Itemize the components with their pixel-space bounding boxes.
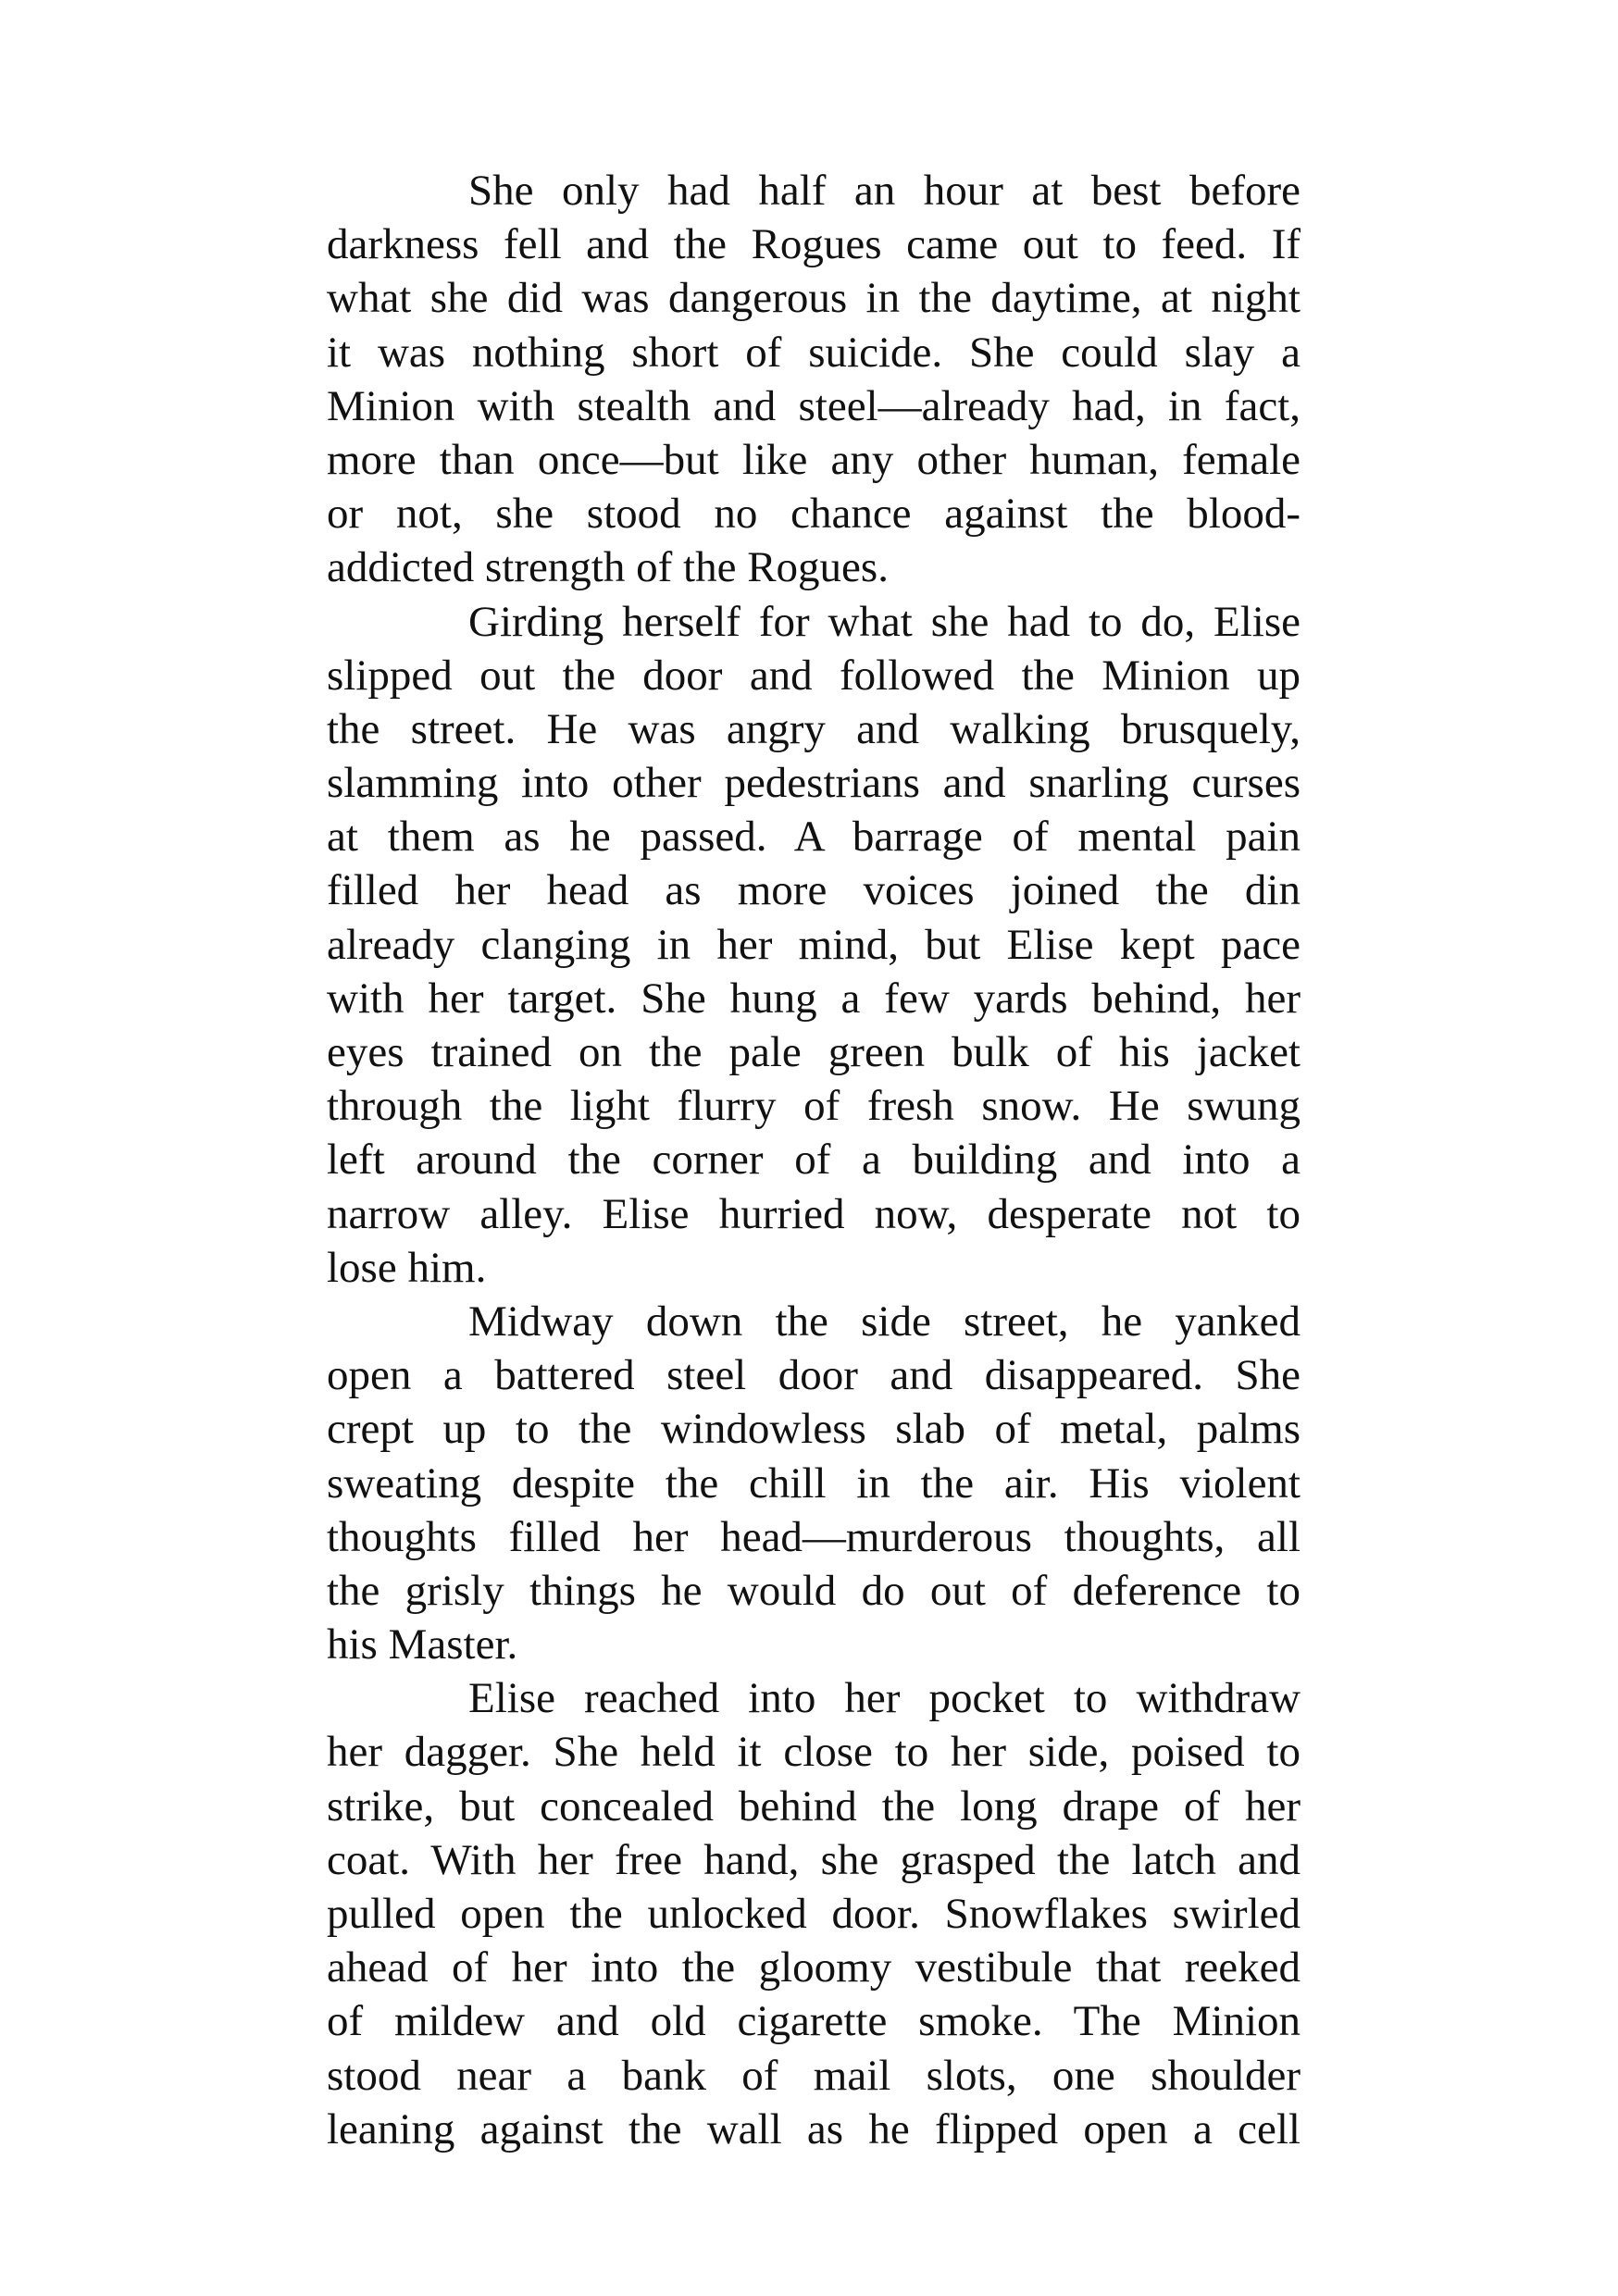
text-line: lose him.	[327, 1243, 487, 1292]
text-line: already clanging in her mind, but Elise kept pace	[327, 920, 1301, 969]
text-line: She only had half an hour at best before	[468, 167, 1301, 215]
text-line: open a battered steel door and disappeared. She	[327, 1351, 1301, 1400]
text-line: her dagger. She held it close to her side, poised to	[327, 1728, 1301, 1777]
text-line: ahead of her into the gloomy vestibule that reeked	[327, 1943, 1301, 1992]
text-line: the street. He was angry and walking brusquely,	[327, 704, 1301, 753]
text-line: eyes trained on the pale green bulk of his jacket	[327, 1028, 1301, 1076]
text-line: sweating despite the chill in the air. His violent	[327, 1458, 1301, 1508]
text-line: stood near a bank of mail slots, one shoulder	[327, 2051, 1301, 2100]
paragraph	[327, 1295, 1301, 1671]
text-line: narrow alley. Elise hurried now, desperate not to	[327, 1189, 1301, 1238]
text-line: what she did was dangerous in the daytime, at night	[327, 274, 1301, 323]
text-line: strike, but concealed behind the long drape of her	[327, 1781, 1301, 1831]
text-line: thoughts filled her head—murderous thoughts, all	[327, 1512, 1301, 1561]
text-line: of mildew and old cigarette smoke. The Minion	[327, 1997, 1301, 2046]
text-line: left around the corner of a building and into a	[327, 1136, 1301, 1185]
text-line: slamming into other pedestrians and snarling curses	[327, 759, 1301, 808]
text-line: the grisly things he would do out of deference to	[327, 1566, 1301, 1615]
text-line: with her target. She hung a few yards behind, her	[327, 974, 1301, 1023]
text-line: or not, she stood no chance against the blood-	[327, 490, 1301, 539]
paragraph	[327, 595, 1301, 1295]
text-line: filled her head as more voices joined the din	[327, 866, 1301, 915]
text-line: it was nothing short of suicide. She could slay a	[327, 328, 1301, 377]
text-line: leaning against the wall as he flipped open a cell	[327, 2104, 1301, 2153]
text-line: slipped out the door and followed the Minion up	[327, 651, 1301, 700]
text-line: pulled open the unlocked door. Snowflakes swirled	[327, 1890, 1301, 1938]
text-line: Girding herself for what she had to do, Elise	[468, 597, 1301, 646]
text-line: darkness fell and the Rogues came out to feed. If	[327, 220, 1301, 269]
text-line: at them as he passed. A barrage of mental pain	[327, 813, 1301, 862]
text-line: Midway down the side street, he yanked	[468, 1297, 1301, 1346]
text-line: his Master.	[327, 1620, 518, 1669]
text-line: Minion with stealth and steel—already had, in fact,	[327, 381, 1301, 430]
text-line: addicted strength of the Rogues.	[327, 543, 889, 592]
paragraph	[327, 1671, 1301, 2156]
text-line: more than once—but like any other human, female	[327, 435, 1301, 484]
paragraph	[327, 164, 1301, 595]
body-text	[327, 164, 1301, 2156]
text-line: coat. With her free hand, she grasped the latch and	[327, 1835, 1301, 1884]
text-line: crept up to the windowless slab of metal, palms	[327, 1405, 1301, 1454]
text-line: through the light flurry of fresh snow. He swung	[327, 1082, 1301, 1131]
text-line: Elise reached into her pocket to withdraw	[468, 1674, 1301, 1723]
